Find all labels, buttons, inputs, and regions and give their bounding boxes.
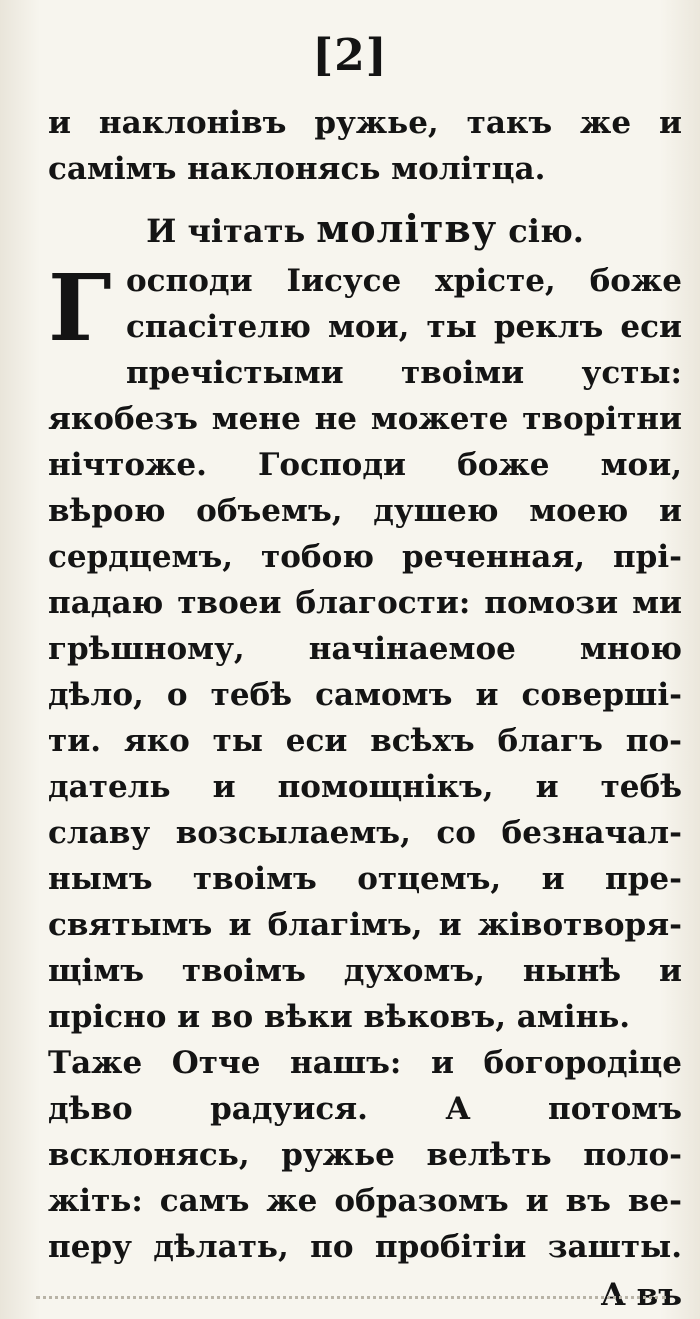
prayer-heading bbox=[48, 206, 682, 252]
text-line: сердцемъ, тобою реченная, прі- bbox=[48, 539, 682, 575]
text-line: прісно и во вѣки вѣковъ, амінь. bbox=[48, 999, 631, 1035]
text-line: нічтоже. Господи боже мои, bbox=[48, 447, 682, 483]
text-line: Таже Отче нашъ: и богородіце bbox=[48, 1045, 682, 1081]
text-line: ти. яко ты еси всѣхъ благъ по- bbox=[48, 723, 682, 759]
heading-suffix: сію. bbox=[508, 212, 584, 250]
text-line: самімъ наклонясь молітца. bbox=[48, 151, 546, 187]
heading-emphasis: молітву bbox=[316, 206, 498, 251]
text-line: якобезъ мене не можете творітни bbox=[48, 401, 682, 437]
text-line: осподи Іисусе хрісте, боже bbox=[126, 263, 682, 299]
heading-prefix: И чітать bbox=[146, 212, 306, 250]
text-line: жіть: самъ же образомъ и въ ве- bbox=[48, 1183, 682, 1219]
page-text bbox=[48, 100, 682, 1318]
catchword: А въ bbox=[600, 1277, 682, 1313]
text-line: датель и помощнікъ, и тебѣ bbox=[48, 769, 682, 805]
page-number: [2] bbox=[312, 30, 388, 81]
drop-cap: Г bbox=[48, 254, 112, 362]
prayer-opening bbox=[48, 254, 682, 396]
text-line: спасітелю мои, ты реклъ еси bbox=[126, 309, 682, 345]
bottom-edge-rule bbox=[36, 1296, 666, 1299]
text-line: дѣво радуися. А потомъ bbox=[48, 1091, 682, 1127]
text-line: славу возсылаемъ, со безначал- bbox=[48, 815, 682, 851]
text-line: пречістыми твоіми усты: bbox=[126, 355, 682, 391]
text-line: щімъ твоімъ духомъ, нынѣ и bbox=[48, 953, 682, 989]
text-line: нымъ твоімъ отцемъ, и пре- bbox=[48, 861, 682, 897]
text-line: вѣрою объемъ, душею моею и bbox=[48, 493, 682, 529]
text-line: всклонясь, ружье велѣть поло- bbox=[48, 1137, 682, 1173]
text-line: перу дѣлать, по пробітіи зашты. bbox=[48, 1229, 682, 1265]
text-line: дѣло, о тебѣ самомъ и соверші- bbox=[48, 677, 682, 713]
text-line: святымъ и благімъ, и жівотворя- bbox=[48, 907, 682, 943]
text-line: падаю твоеи благости: помози ми bbox=[48, 585, 682, 621]
text-line: и наклонівъ ружье, такъ же и bbox=[48, 105, 682, 141]
text-line: грѣшному, начінаемое мною bbox=[48, 631, 682, 667]
